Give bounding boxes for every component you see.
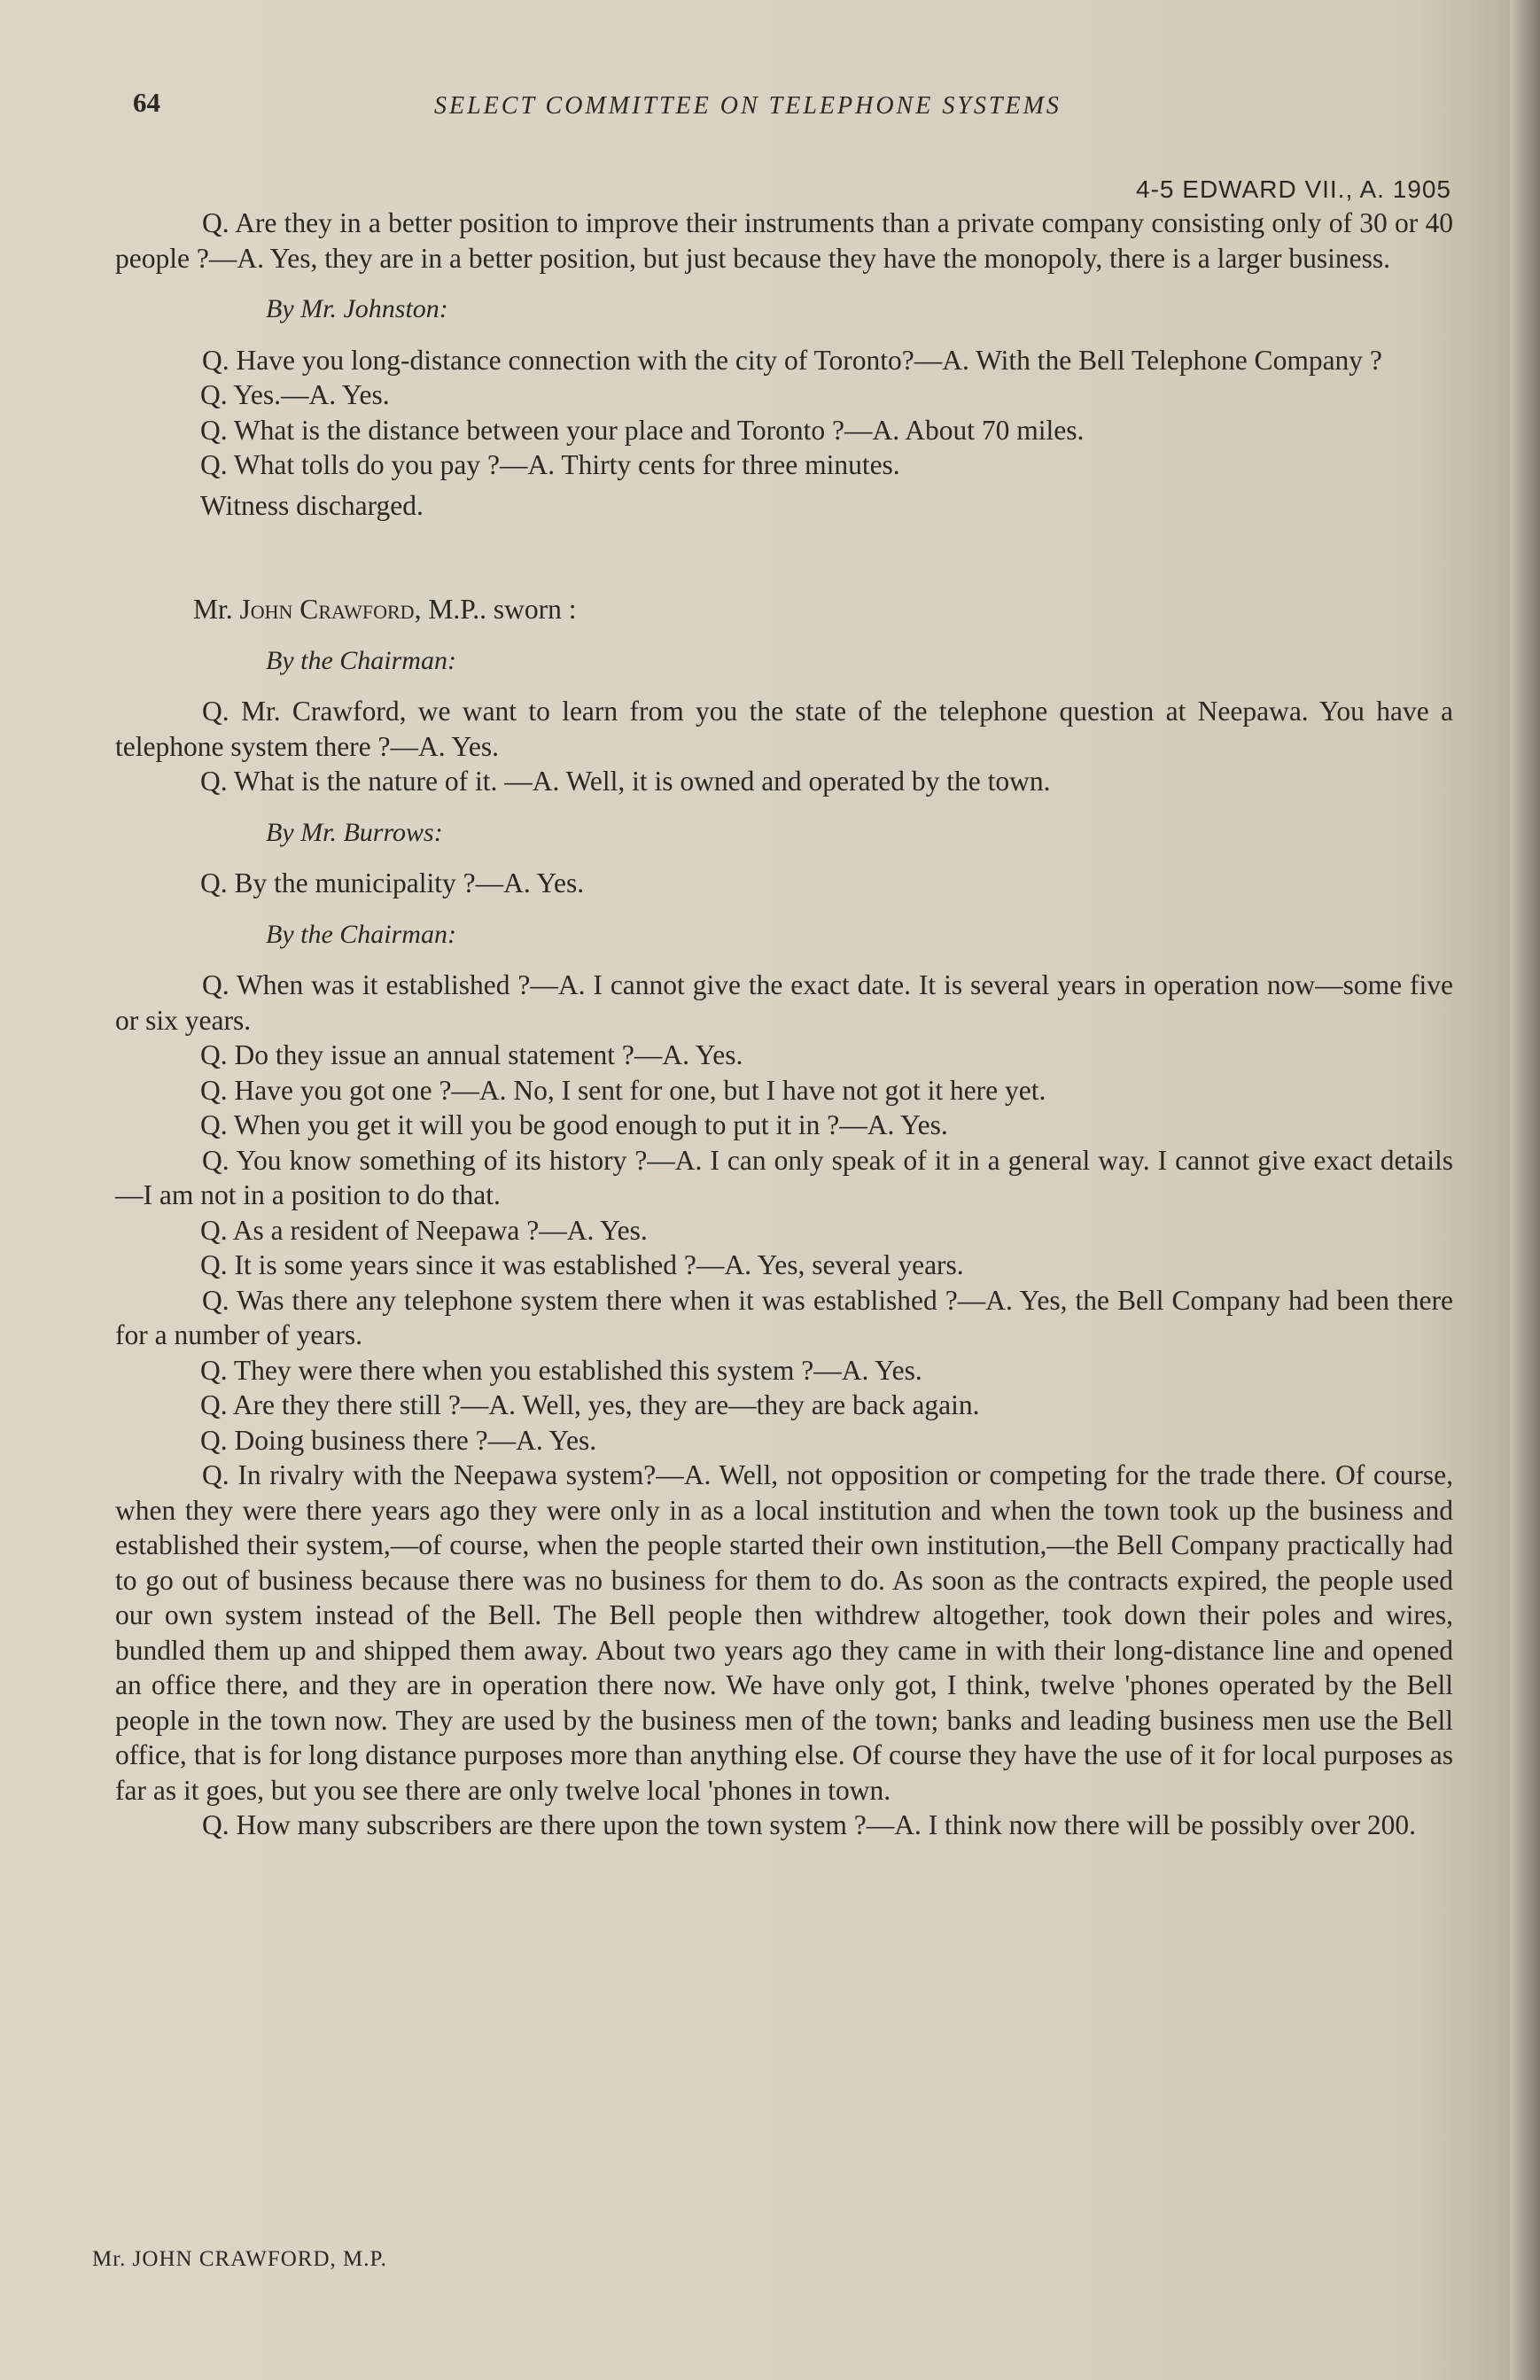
witness-name: John Crawford [239,594,415,625]
speaker-heading: By the Chairman: [266,645,456,675]
running-title: SELECT COMMITTEE ON TELEPHONE SYSTEMS [434,92,1062,120]
paragraph: Q. Yes.—A. Yes. [200,379,390,410]
paragraph: Q. Have you got one ?—A. No, I sent for one, but I have not got it here yet. [200,1074,1046,1106]
sworn-prefix: Mr. [193,594,233,625]
witness-sworn-line [115,592,1453,627]
session-label: 4-5 EDWARD VII., A. 1905 [1136,175,1451,203]
paragraph: Witness discharged. [200,489,424,521]
paragraph: Q. When was it established ?—A. I cannot give the exact date. It is several years in operation now—some five or six years. [115,969,1453,1036]
speaker-heading: By the Chairman: [266,919,456,949]
paragraph: Q. What tolls do you pay ?—A. Thirty cents for three minutes. [200,449,900,480]
paragraph: Q. What is the nature of it. —A. Well, it is owned and operated by the town. [200,766,1051,797]
paragraph: Q. Do they issue an annual statement ?—A. Yes. [200,1039,743,1070]
paragraph: Q. What is the distance between your place and Toronto ?—A. About 70 miles. [200,414,1085,446]
speaker-heading: By Mr. Johnston: [266,294,448,323]
paragraph: Q. As a resident of Neepawa ?—A. Yes. [200,1214,648,1246]
paragraph: Q. By the municipality ?—A. Yes. [200,867,585,898]
paragraph: Q. Have you long-distance connection with the city of Toronto?—A. With the Bell Telephone Company ? [202,344,1382,376]
paragraph: Q. Was there any telephone system there when it was established ?—A. Yes, the Bell Company had been there for a number of years. [115,1284,1453,1350]
paragraph: Q. Doing business there ?—A. Yes. [200,1424,597,1456]
document-body [115,206,1453,1843]
paragraph: Q. Are they in a better position to improve their instruments than a private company consisting only of 30 or 40 people ?—A. Yes, they are in a better position, but just because they have the monopoly, there is a larger business. [115,207,1453,274]
speaker-heading: By Mr. Burrows: [266,817,443,847]
sworn-suffix: , M.P.. sworn : [414,594,577,625]
paragraph: Q. You know something of its history ?—A. I can only speak of it in a general way. I cannot give exact details—I am not in a position to do that. [115,1144,1453,1210]
paragraph: Q. They were there when you established this system ?—A. Yes. [200,1354,922,1386]
paragraph: Q. It is some years since it was established ?—A. Yes, several years. [200,1249,964,1280]
paragraph: Q. Mr. Crawford, we want to learn from you the state of the telephone question at Neepawa. You have a telephone system there ?—A. Yes. [115,696,1453,762]
paragraph: Q. When you get it will you be good enough to put it in ?—A. Yes. [200,1109,948,1140]
paragraph: Q. In rivalry with the Neepawa system?—A. Well, not opposition or competing for the trade there. Of course, when they were there years ago they were only in as a local institution and when the town took up the business and established their system,—of course, when the people started their own institution,—the Bell Company practically had to go out of business because there was no business for them to do. As soon as the contracts expired, the people used our own system instead of the Bell. The Bell people then withdrew altogether, took down their poles and wires, bundled them up and shipped them away. About two years ago they came in with their long-distance line and opened an office there, and they are in operation there now. We have only got, I think, twelve 'phones operated by the Bell people in the town now. They are used by the business men of the town; banks and leading business men use the Bell office, that is for long distance purposes more than anything else. Of course they have the use of it for local purposes as far as it goes, but you see there are only twelve local 'phones in town. [115,1459,1453,1806]
paragraph: Q. Are they there still ?—A. Well, yes, they are—they are back again. [200,1389,980,1420]
paragraph: Q. How many subscribers are there upon the town system ?—A. I think now there will be possibly over 200. [202,1809,1416,1840]
footer-witness-name: Mr. JOHN CRAWFORD, M.P. [92,2247,387,2271]
page-number: 64 [133,87,160,118]
page-spine-shadow [1510,0,1540,2380]
spacer [115,523,1453,592]
